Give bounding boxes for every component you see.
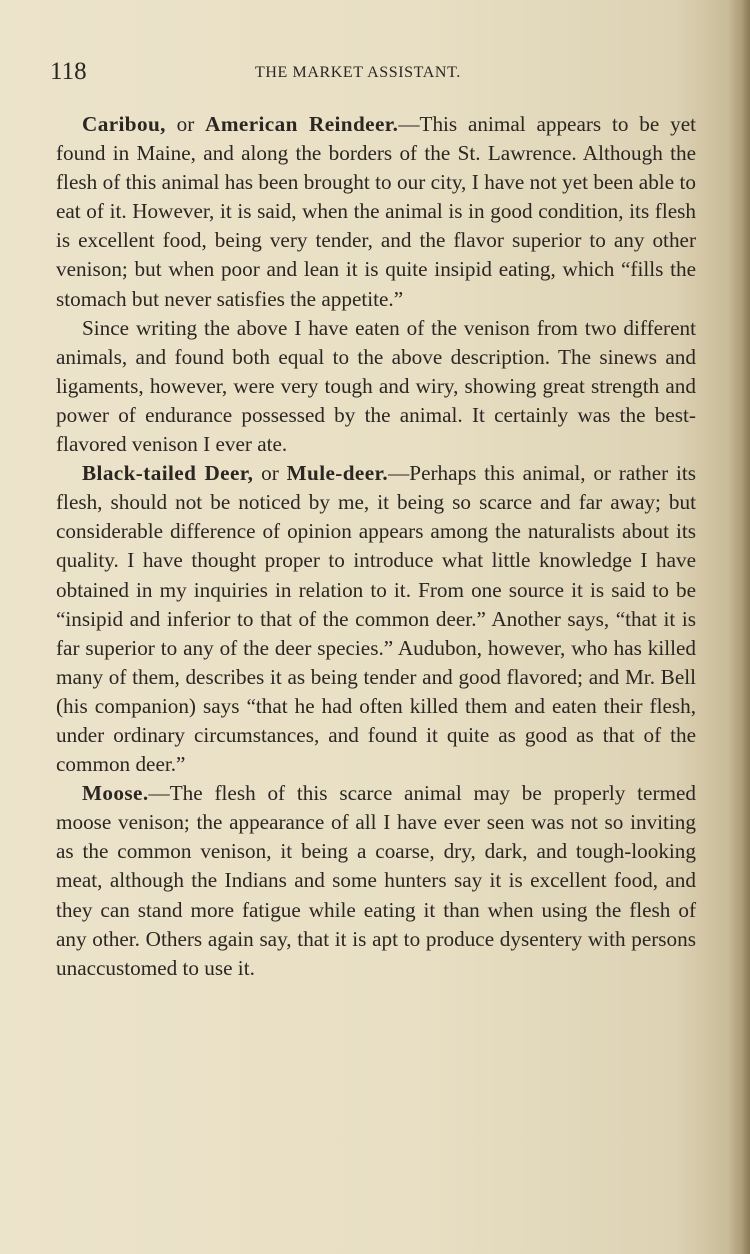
page-edge-shadow: [728, 0, 750, 1254]
heading-connector: or: [253, 461, 287, 486]
paragraph-black-tailed-deer: [56, 459, 696, 779]
paragraph-moose: [56, 779, 696, 983]
paragraph-text: —The flesh of this scarce animal may be properly termed moose venison; the appearance of all I have ever seen was not so inviting as the common venison, it being a coarse, dry, dark, and tough-looking meat, although the Indians and some hunters say it is excellent food, and they can stand more fatigue while eating it than when using the flesh of any other. Others again say, that it is apt to produce dysentery with persons unaccustomed to use it.: [56, 781, 696, 980]
entry-heading-mule-deer: Mule-deer.: [286, 461, 389, 486]
paragraph-caribou-continued: [56, 314, 696, 459]
page-header: [50, 58, 700, 92]
entry-heading-moose: Moose.: [82, 781, 149, 806]
entry-heading-american-reindeer: American Reindeer.: [205, 112, 399, 136]
paragraph-text: —Perhaps this animal, or rather its flesh, should not be noticed by me, it being so scarce and far away; but considerable difference of opinion appears among the naturalists about its quality. I have thought proper to introduce what little knowledge I have obtained in my inquiries in relation to it. From one source it is said to be “insipid and inferior to that of the common deer.” Another says, “that it is far superior to any of the deer species.” Audubon, however, who has killed many of them, describes it as being tender and good flavored; and Mr. Bell (his companion) says “that he had often killed them and eaten their flesh, under ordinary circumstances, and found it quite as good as that of the common deer.”: [56, 461, 697, 777]
entry-heading-black-tailed-deer: Black-tailed Deer,: [82, 461, 254, 486]
paragraph-text: Since writing the above I have eaten of the venison from two different animals, and found both equal to the above description. The sinews and ligaments, however, were very tough and wiry, showing great strength and power of endurance possessed by the animal. It certainly was the best-flavored venison I ever ate.: [56, 315, 696, 457]
paragraph-caribou: [56, 110, 696, 314]
entry-heading-caribou: Caribou,: [82, 112, 166, 136]
body-text: [56, 110, 696, 983]
paragraph-text: —This animal appears to be yet found in Maine, and along the borders of the St. Lawrence. Although the flesh of this animal has been brought to our city, I have not yet been able to eat of it. However, it is said, when the animal is in good condition, its flesh is excellent food, being very tender, and the flavor superior to any other venison; but when poor and lean it is quite insipid eating, which “fills the stomach but never satisfies the appetite.”: [56, 112, 696, 311]
heading-connector: or: [165, 112, 206, 136]
page-number: 118: [50, 58, 87, 85]
running-head: THE MARKET ASSISTANT.: [255, 64, 461, 81]
